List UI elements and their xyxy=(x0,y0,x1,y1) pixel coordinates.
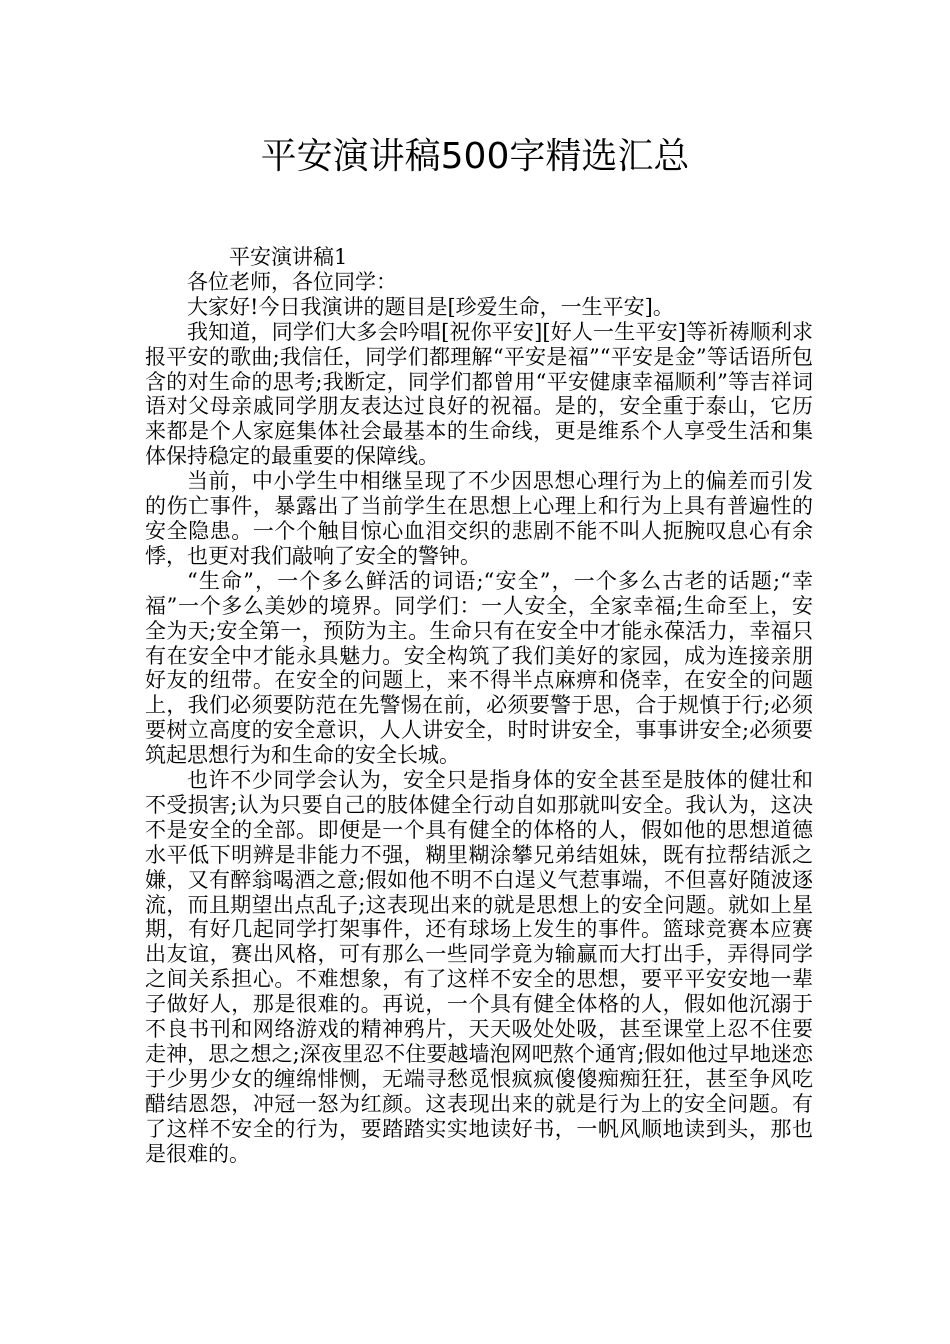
paragraph: 大家好!今日我演讲的题目是[珍爱生命，一生平安]。 xyxy=(187,294,674,319)
paragraph: 也许不少同学会认为，安全只是指身体的安全甚至是肢体的健壮和不受损害;认为只要自己的肢体健全行动自如那就叫安全。我认为，这决不是安全的全部。即便是一个具有健全的体格的人，假如他的思想道德水平低下明辨是非能力不强，糊里糊涂攀兄弟结姐妹，既有拉帮结派之嫌，又有醉翁喝酒之意;假如他不明不白逞义气惹事端，不但喜好随波逐流，而且期望出点乱子;这表现出来的就是思想上的安全问题。就如上星期，有好几起同学打架事件，还有球场上发生的事件。篮球竞赛本应赛出友谊，赛出风格，可有那么一些同学竟为输赢而大打出手，弄得同学之间关系担心。不难想象，有了这样不安全的思想，要平平安安地一辈子做好人，那是很难的。再说，一个具有健全体格的人，假如他沉溺于不良书刊和网络游戏的精神鸦片，天天吸处处吸，甚至课堂上忍不住要走神，思之想之;深夜里忍不住要越墙泡网吧熬个通宵;假如他过早地迷恋于少男少女的缠绵悱恻，无端寻愁觅恨疯疯傻傻痴痴狂狂，甚至争风吃醋结恩怨，冲冠一怒为红颜。这表现出来的就是行为上的安全问题。有了这样不安全的行为，要踏踏实实地读好书，一帆风顺地读到头，那也是很难的。 xyxy=(145,768,813,1166)
document-body xyxy=(145,245,813,1167)
document-title: 平安演讲稿500字精选汇总 xyxy=(260,136,690,177)
paragraph: “生命”，一个多么鲜活的词语;“安全”，一个多么古老的话题;“幸福”一个多么美妙的境界。同学们：一人安全，全家幸福;生命至上，安全为天;安全第一，预防为主。生命只有在安全中才能永葆活力，幸福只有在安全中才能永具魅力。安全构筑了我们美好的家园，成为连接亲朋好友的纽带。在安全的问题上，来不得半点麻痹和侥幸，在安全的问题上，我们必须要防范在先警惕在前，必须要警于思，合于规慎于行;必须要树立高度的安全意识，人人讲安全，时时讲安全，事事讲安全;必须要筑起思想行为和生命的安全长城。 xyxy=(145,568,813,768)
paragraph: 我知道，同学们大多会吟唱[祝你平安][好人一生平安]等祈祷顺利求报平安的歌曲;我信任，同学们都理解“平安是福”“平安是金”等话语所包含的对生命的思考;我断定，同学们都曾用“平安健康幸福顺利”等吉祥词语对父母亲戚同学朋友表达过良好的祝福。是的，安全重于泰山，它历来都是个人家庭集体社会最基本的生命线，更是维系个人享受生活和集体保持稳定的最重要的保障线。 xyxy=(145,319,813,469)
salutation: 各位老师，各位同学： xyxy=(187,269,397,294)
paragraph: 当前，中小学生中相继呈现了不少因思想心理行为上的偏差而引发的伤亡事件，暴露出了当前学生在思想上心理上和行为上具有普遍性的安全隐患。一个个触目惊心血泪交织的悲剧不能不叫人扼腕叹息心有余悸，也更对我们敲响了安全的警钟。 xyxy=(145,469,813,568)
section-heading: 平安演讲稿1 xyxy=(229,245,348,269)
